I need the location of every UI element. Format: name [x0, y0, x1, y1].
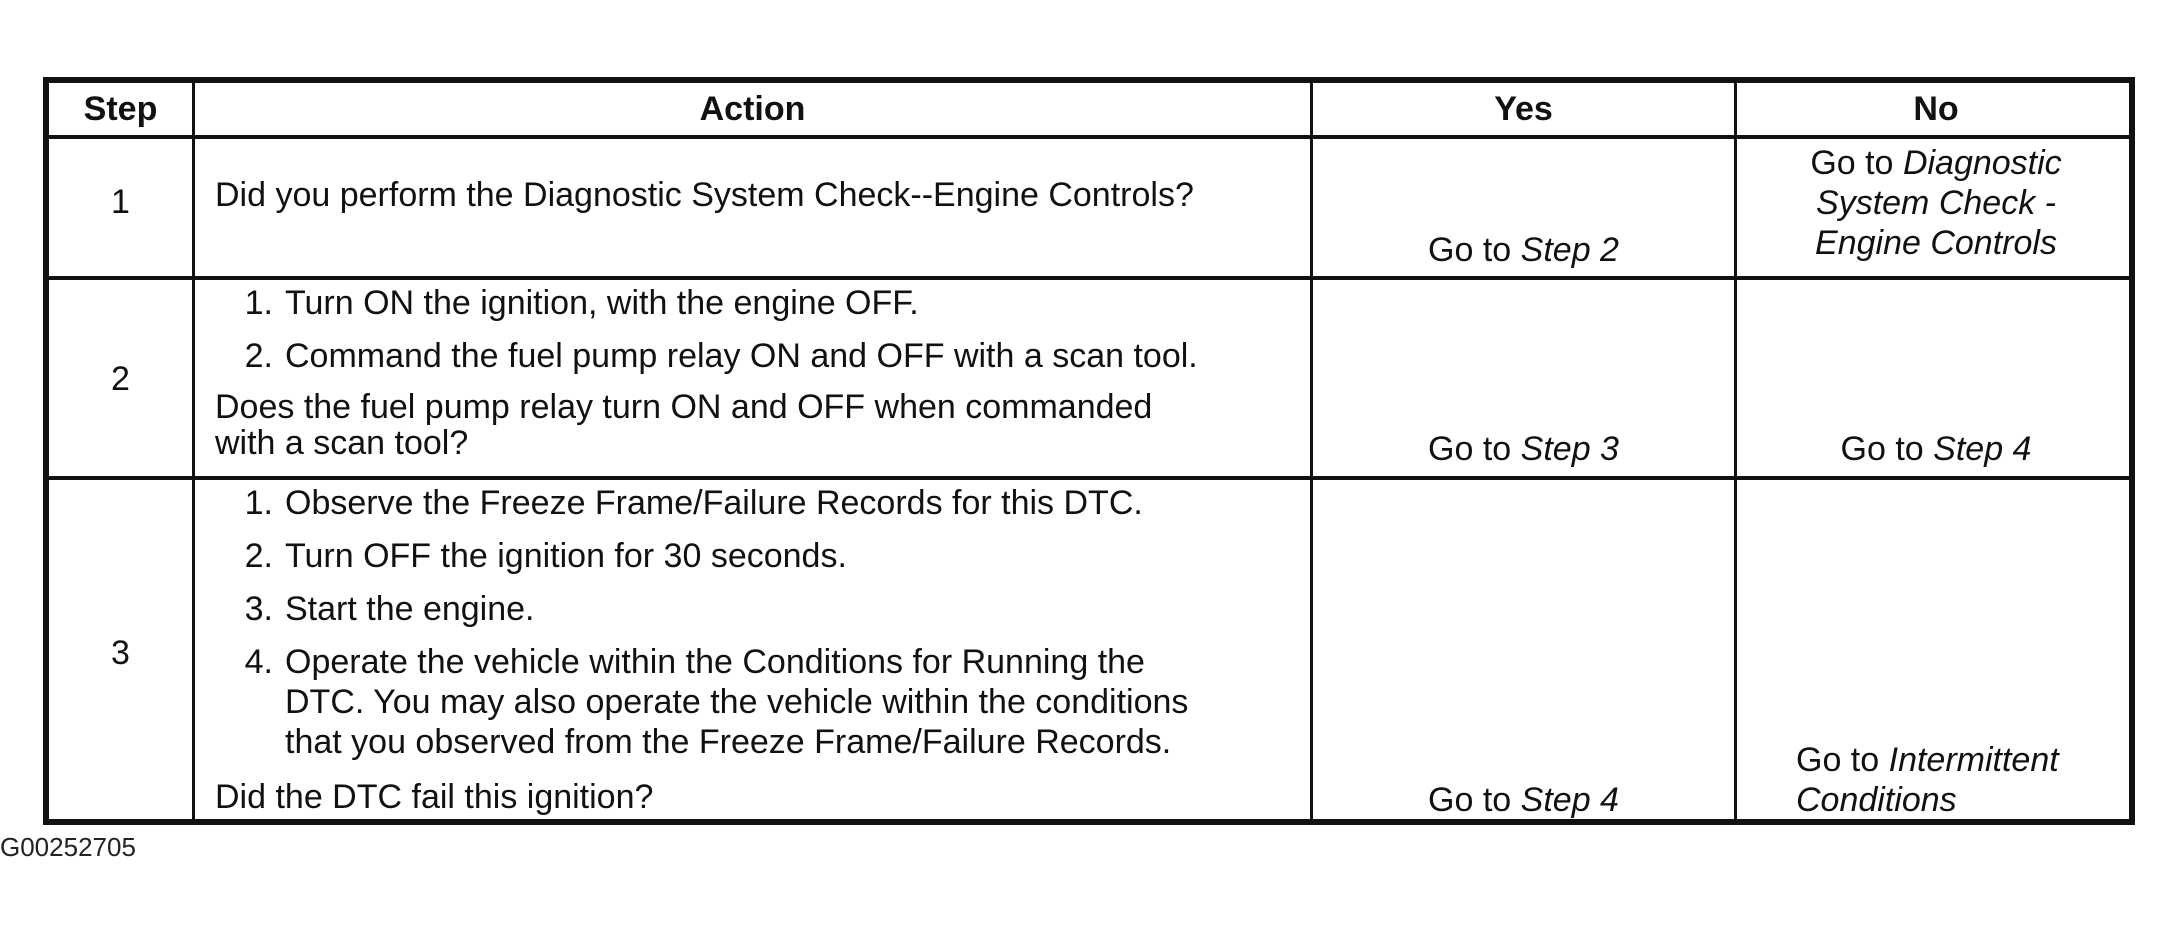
- item-text-line: DTC. You may also operate the vehicle within the conditions: [285, 683, 1189, 721]
- header-action: Action: [699, 90, 806, 128]
- item-text-line: Operate the vehicle within the Conditions for Running the: [285, 643, 1145, 681]
- no-prefix: Go to: [1810, 144, 1894, 182]
- item-text: Command the fuel pump relay ON and OFF with a scan tool.: [285, 337, 1198, 375]
- item-number: 3.: [244, 590, 273, 628]
- action-item: [215, 589, 535, 629]
- no-prefix: Go to: [1840, 430, 1924, 468]
- column-divider: [192, 83, 195, 819]
- header-step: Step: [83, 90, 158, 128]
- item-text: Start the engine.: [285, 590, 535, 628]
- no-target-line: System Check -: [1816, 184, 2056, 222]
- question-line: Does the fuel pump relay turn ON and OFF when commanded: [215, 388, 1153, 426]
- yes-target: Step 4: [1520, 781, 1619, 819]
- row-divider: [49, 276, 2129, 280]
- item-number: 2.: [244, 337, 273, 375]
- row-divider: [49, 476, 2129, 480]
- yes-prefix: Go to: [1428, 781, 1512, 819]
- no-link: [1737, 143, 2135, 263]
- step-number: 1: [111, 183, 130, 221]
- item-text-line: that you observed from the Freeze Frame/Failure Records.: [285, 723, 1172, 761]
- item-text: Turn ON the ignition, with the engine OFF.: [285, 284, 919, 322]
- yes-target: Step 2: [1520, 231, 1619, 269]
- no-link: [1796, 740, 2059, 820]
- no-target-line: Conditions: [1796, 781, 1957, 819]
- step-number: 2: [111, 360, 130, 398]
- action-item: [215, 642, 1188, 762]
- item-number: 4.: [244, 643, 273, 681]
- no-prefix: Go to: [1796, 741, 1880, 779]
- diagnostic-table: [43, 77, 2135, 825]
- figure-id: G00252705: [0, 832, 136, 862]
- action-question: Did the DTC fail this ignition?: [215, 778, 654, 816]
- yes-link: [1313, 780, 1734, 820]
- item-text: [285, 642, 1188, 762]
- item-number: 1.: [244, 484, 273, 522]
- header-no: No: [1913, 90, 1959, 128]
- header-divider: [49, 135, 2129, 139]
- item-text: Turn OFF the ignition for 30 seconds.: [285, 537, 847, 575]
- yes-prefix: Go to: [1428, 430, 1512, 468]
- action-item: [215, 536, 847, 576]
- item-number: 1.: [244, 284, 273, 322]
- step-number: 3: [111, 634, 130, 672]
- no-target: Step 4: [1933, 430, 2032, 468]
- yes-target: Step 3: [1520, 430, 1619, 468]
- yes-link: [1313, 429, 1734, 469]
- action-item: [215, 336, 1198, 376]
- yes-link: [1313, 230, 1734, 270]
- no-link: [1737, 429, 2135, 469]
- no-target-line: Diagnostic: [1902, 144, 2062, 182]
- yes-prefix: Go to: [1428, 231, 1512, 269]
- item-text: Observe the Freeze Frame/Failure Records for this DTC.: [285, 484, 1143, 522]
- no-target-line: Engine Controls: [1815, 224, 2057, 262]
- action-item: [215, 483, 1143, 523]
- question-line: with a scan tool?: [215, 424, 469, 462]
- action-item: [215, 283, 919, 323]
- header-yes: Yes: [1494, 90, 1553, 128]
- no-target-line: Intermittent: [1888, 741, 2059, 779]
- action-question: Did you perform the Diagnostic System Check--Engine Controls?: [215, 176, 1194, 214]
- item-number: 2.: [244, 537, 273, 575]
- action-question: [215, 389, 1152, 461]
